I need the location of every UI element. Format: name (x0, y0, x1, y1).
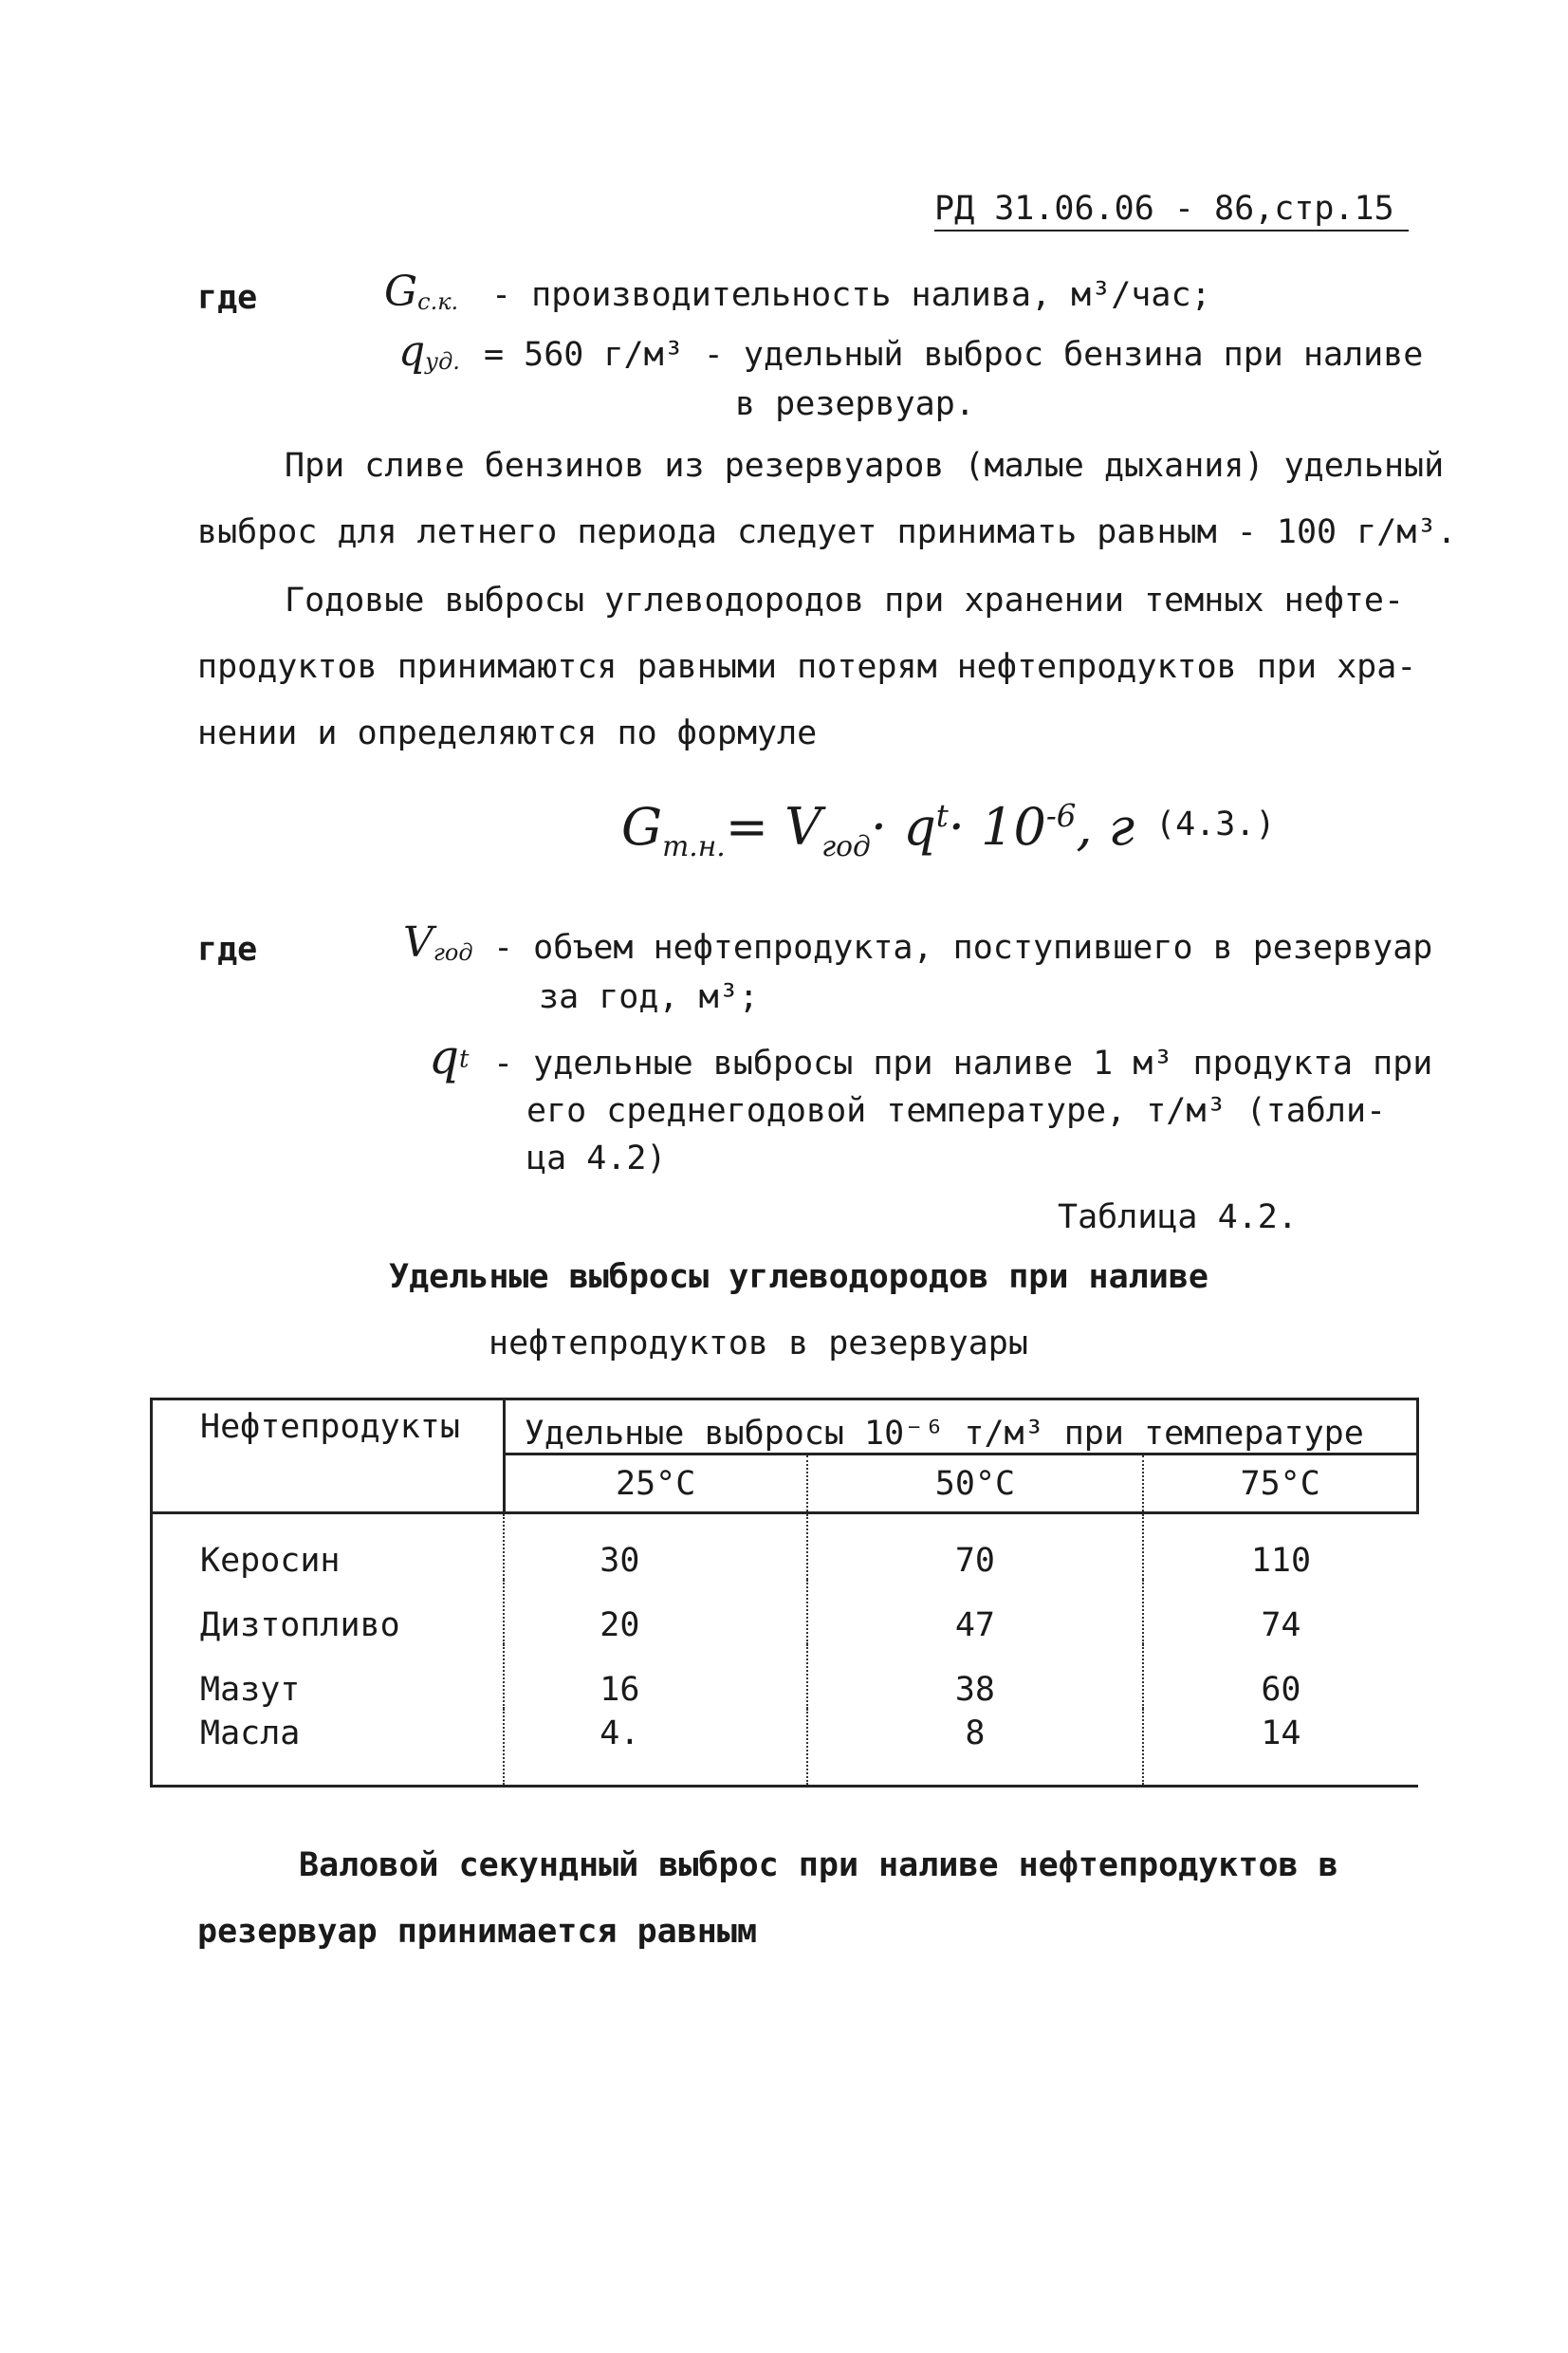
where-label-1: где (197, 279, 258, 317)
symbol-qt: q (429, 1029, 460, 1084)
table-row (152, 1644, 1418, 1709)
row-value-75: 60 (1143, 1644, 1417, 1709)
formula-mid: · q (870, 797, 936, 857)
emissions-table (150, 1398, 1419, 1788)
def-q-t: - удельные выбросы при наливе 1 м³ продукта при (493, 1045, 1433, 1083)
row-value-75: 110 (1143, 1513, 1417, 1580)
symbol-q-sub: уд. (425, 348, 460, 376)
formula-rhs-sub: год (821, 829, 871, 863)
row-value-75: 14 (1143, 1709, 1417, 1787)
formula-tail-sup: -6 (1045, 798, 1077, 834)
row-value-25: 4. (504, 1709, 806, 1787)
formula-mid-sup: t (935, 798, 949, 834)
page-reference: РД 31.06.06 - 86,стр.15 (934, 190, 1409, 232)
symbol-q: q (398, 327, 426, 376)
def-v-god-cont: за год, м³; (539, 978, 759, 1016)
def-q-t-cont: его среднегодовой температуре, т/м³ (табли- (526, 1092, 1387, 1130)
header-product: Нефтепродукты (152, 1399, 505, 1513)
formula-lhs-sub: т.н. (662, 829, 726, 863)
para1-line1: При сливе бензинов из резервуаров (малые дыхания) удельный (285, 447, 1445, 485)
formula-tail: · 10 (948, 797, 1046, 857)
def-q-t-cont2: ца 4.2) (526, 1139, 667, 1177)
symbol-v-sub: год (433, 939, 473, 967)
symbol-q-ud (398, 327, 460, 376)
table-title-line2: нефтепродуктов в резервуары (489, 1325, 1028, 1362)
row-product: Дизтопливо (152, 1580, 505, 1644)
table-number: Таблица 4.2. (1058, 1198, 1298, 1236)
row-product: Масла (152, 1709, 505, 1787)
para3-line2: резервуар принимается равным (197, 1913, 758, 1951)
formula-lhs: G (621, 797, 663, 857)
header-temp-25: 25°C (504, 1454, 806, 1513)
formula-end: , г (1076, 797, 1135, 857)
header-emissions-group: Удельные выбросы 10⁻⁶ т/м³ при температуре (504, 1399, 1417, 1454)
symbol-g-sk (384, 268, 458, 316)
def-g-sk: - производительность налива, м³/час; (491, 276, 1211, 314)
row-value-50: 38 (807, 1644, 1144, 1709)
row-value-50: 8 (807, 1709, 1144, 1787)
row-value-75: 74 (1143, 1580, 1417, 1644)
where-label-2: где (197, 931, 258, 969)
symbol-qt-sup: t (459, 1045, 470, 1074)
def-q-ud-cont: в резервуар. (735, 385, 975, 423)
symbol-g: G (384, 268, 418, 316)
def-q-ud: = 560 г/м³ - удельный выброс бензина при наливе (484, 336, 1424, 374)
table-row (152, 1709, 1418, 1787)
table-row (152, 1513, 1418, 1580)
para1-line2: выброс для летнего периода следует принимать равным - 100 г/м³. (197, 513, 1457, 551)
row-value-50: 70 (807, 1513, 1144, 1580)
table-row (152, 1580, 1418, 1644)
header-temp-75: 75°C (1143, 1454, 1417, 1513)
symbol-v-god (403, 918, 473, 967)
symbol-q-t (429, 1029, 469, 1084)
symbol-g-sub: с.к. (417, 288, 459, 316)
formula-number: (4.3.) (1155, 806, 1276, 843)
para3-line1: Валовой секундный выброс при наливе нефтепродуктов в (299, 1846, 1338, 1884)
para2-line3: нении и определяются по формуле (197, 714, 818, 752)
row-product: Керосин (152, 1513, 505, 1580)
header-temp-50: 50°C (807, 1454, 1144, 1513)
para2-line1: Годовые выбросы углеводородов при хранении темных нефте- (285, 582, 1405, 620)
formula-rhs: = V (725, 797, 822, 857)
row-value-25: 20 (504, 1580, 806, 1644)
def-v-god: - объем нефтепродукта, поступившего в резервуар (493, 929, 1433, 967)
para2-line2: продуктов принимаются равными потерям нефтепродуктов при хра- (197, 648, 1417, 686)
row-product: Мазут (152, 1644, 505, 1709)
row-value-25: 16 (504, 1644, 806, 1709)
row-value-25: 30 (504, 1513, 806, 1580)
row-value-50: 47 (807, 1580, 1144, 1644)
table-title-line1: Удельные выбросы углеводородов при наливе (389, 1258, 1208, 1296)
formula-4-3 (621, 797, 1135, 863)
symbol-v: V (403, 918, 434, 967)
